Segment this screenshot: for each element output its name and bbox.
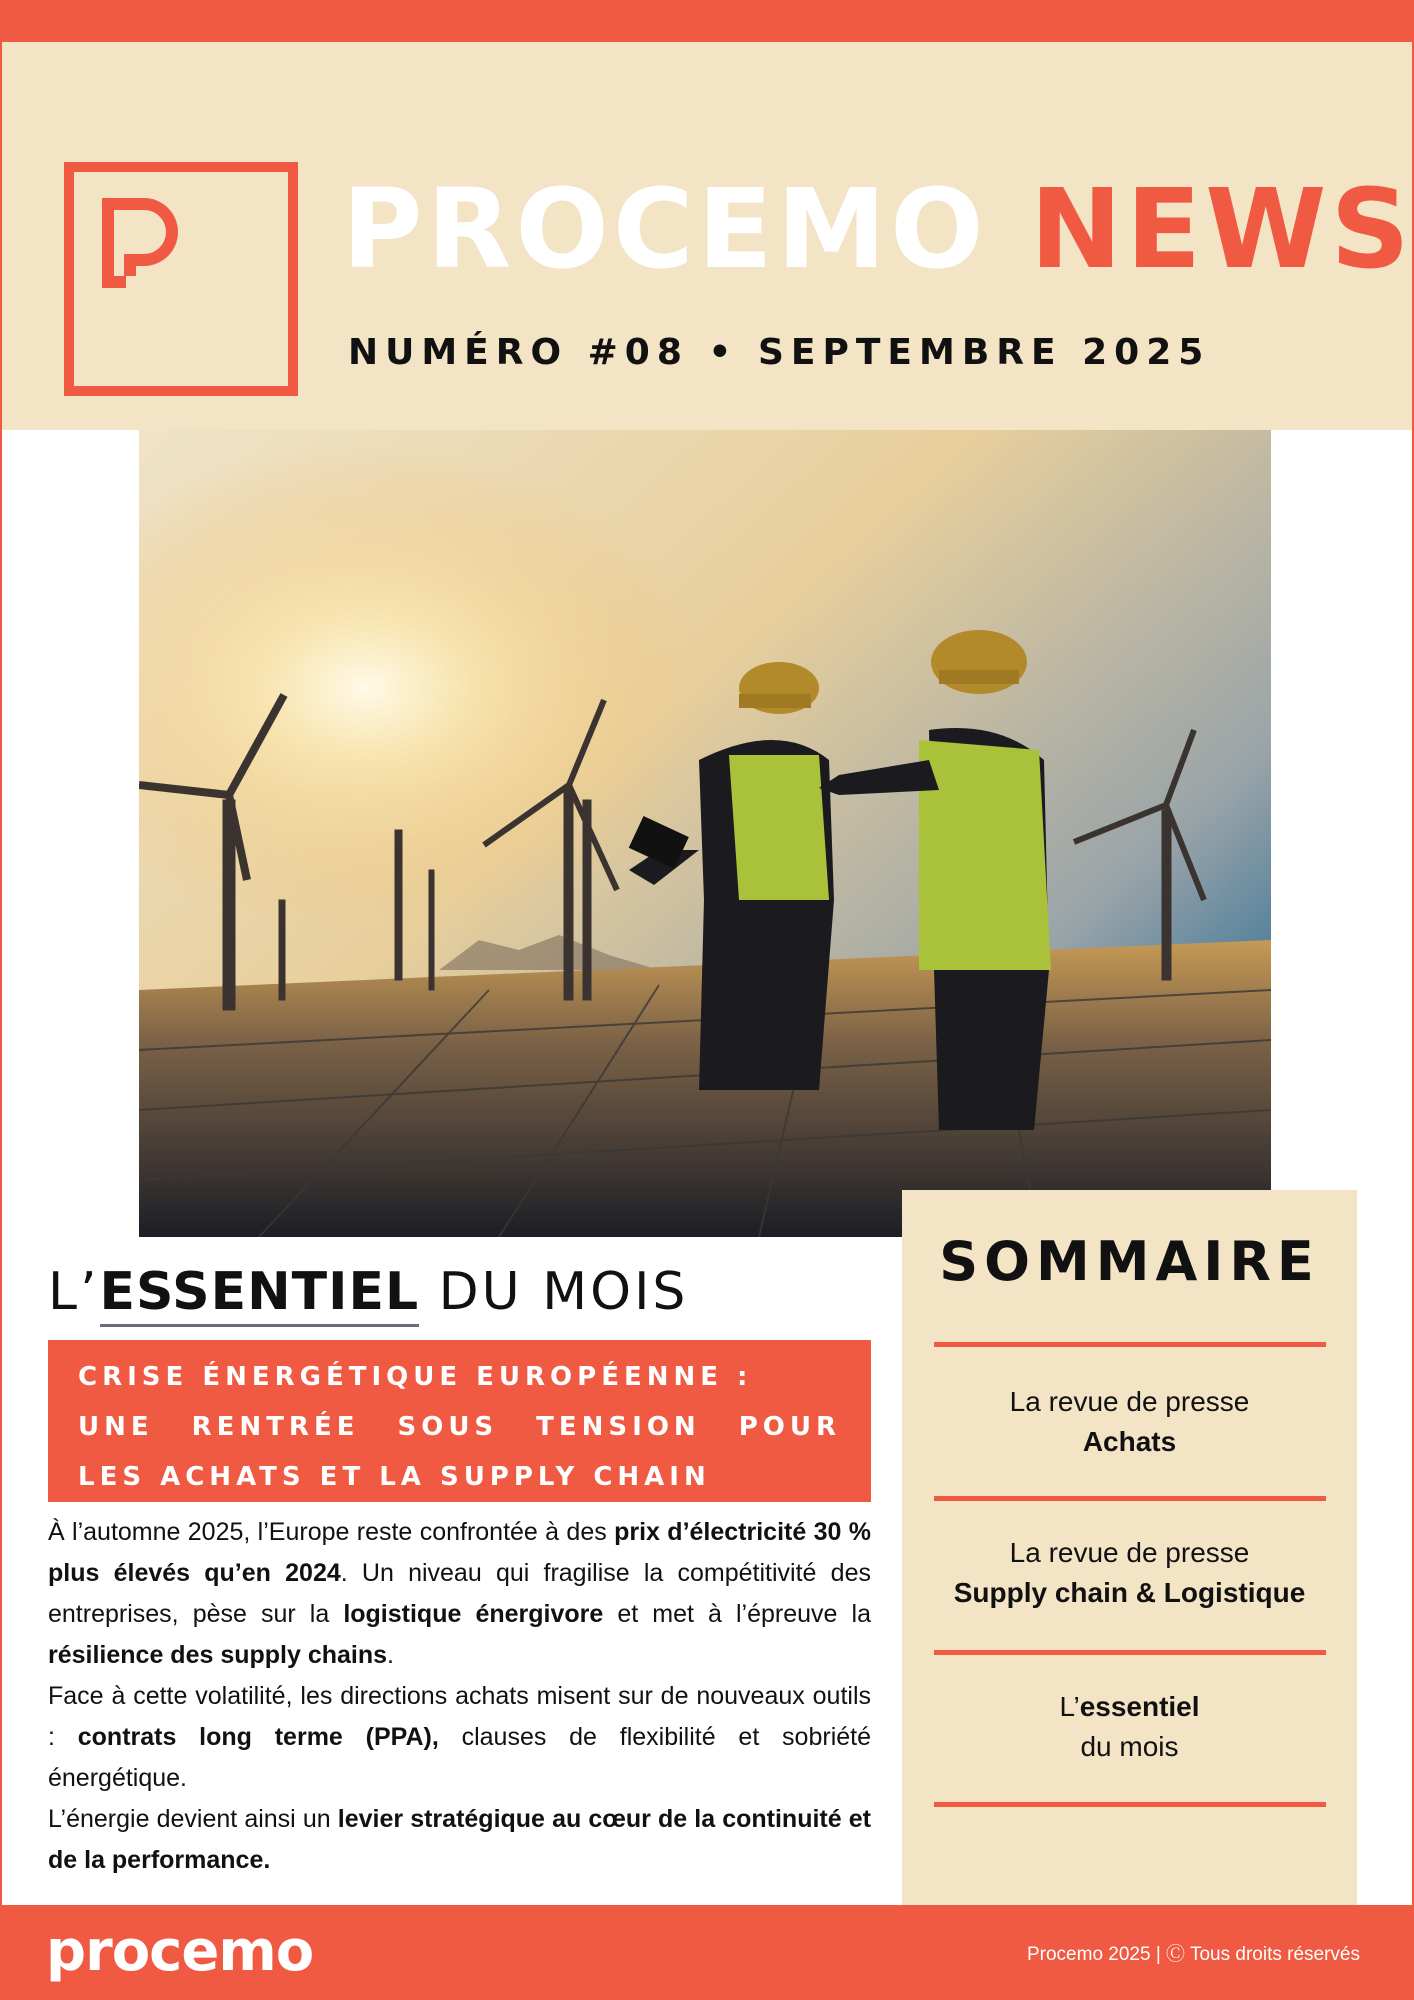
article-paragraph-1 [48, 1512, 871, 1676]
sommaire-divider [934, 1650, 1326, 1655]
essentiel-heading [48, 1262, 688, 1322]
sommaire-item-supply-chain[interactable] [902, 1533, 1357, 1613]
title-procemo: PROCEMO [342, 165, 988, 293]
sommaire-item-prefix: L’ [1059, 1691, 1080, 1722]
sommaire-divider [934, 1496, 1326, 1501]
text-run: À l’automne 2025, l’Europe reste confrontée à des [48, 1518, 615, 1546]
bold-run: levier stratégique au cœur de la continuité et de la performance. [48, 1805, 871, 1874]
headline-line-2: UNE RENTRÉE SOUS TENSION POUR [78, 1412, 841, 1442]
headline-box [48, 1340, 871, 1502]
essentiel-suffix: DU MOIS [419, 1262, 689, 1322]
top-accent-bar [0, 0, 1414, 42]
text-run: Face à cette volatilité, les directions achats misent sur de nouveaux outils : [48, 1682, 871, 1751]
hero-image [139, 430, 1271, 1237]
sommaire-item-line: du mois [1080, 1731, 1179, 1762]
text-run: L’énergie devient ainsi un [48, 1805, 338, 1833]
footer-bar [0, 1905, 1414, 2000]
sommaire-item-bold: Achats [1082, 1426, 1177, 1457]
sommaire-item-bold: essentiel [1079, 1691, 1200, 1722]
sommaire-divider [934, 1342, 1326, 1347]
headline-line-1: CRISE ÉNERGÉTIQUE EUROPÉENNE : [78, 1362, 753, 1392]
bold-run: prix d’électricité 30 % plus élevés qu’en 2024 [48, 1518, 871, 1587]
newsletter-header [2, 42, 1412, 430]
sommaire-item-line: La revue de presse [1009, 1537, 1250, 1568]
sommaire-item-line: La revue de presse [1009, 1386, 1250, 1417]
essentiel-bold: ESSENTIEL [100, 1262, 420, 1327]
procemo-logo-icon [64, 162, 298, 396]
issue-number: NUMÉRO #08 • SEPTEMBRE 2025 [348, 332, 1211, 373]
newsletter-title [342, 164, 1414, 294]
bold-run: contrats long terme (PPA), [77, 1723, 439, 1751]
sommaire-title: SOMMAIRE [939, 1230, 1320, 1293]
essentiel-prefix: L’ [48, 1262, 100, 1322]
bold-run: logistique énergivore [343, 1600, 604, 1628]
wind-solar-engineers-photo [139, 430, 1271, 1237]
text-run: et met à l’épreuve la [603, 1600, 871, 1628]
article-body [48, 1512, 871, 1881]
text-run: . [387, 1641, 394, 1669]
headline-line-3: LES ACHATS ET LA SUPPLY CHAIN [78, 1462, 711, 1492]
text-run: . Un niveau qui fragilise la compétitivité des entreprises, pèse sur la [48, 1559, 871, 1628]
bold-run: résilience des supply chains [48, 1641, 388, 1669]
sommaire-divider [934, 1802, 1326, 1807]
title-news: NEWS [1029, 165, 1414, 293]
sommaire-item-essentiel[interactable] [902, 1687, 1357, 1767]
procemo-brand-logo[interactable]: procemo [46, 1919, 314, 1984]
article-paragraph-2 [48, 1676, 871, 1799]
article-paragraph-3 [48, 1799, 871, 1881]
sommaire-item-bold: Supply chain & Logistique [953, 1577, 1306, 1608]
text-run: clauses de flexibilité et sobriété énergétique. [48, 1723, 872, 1792]
sommaire-panel [902, 1190, 1357, 1905]
sommaire-item-achats[interactable] [902, 1382, 1357, 1462]
copyright-text: Procemo 2025 | Ⓒ Tous droits réservés [1026, 1944, 1360, 1965]
